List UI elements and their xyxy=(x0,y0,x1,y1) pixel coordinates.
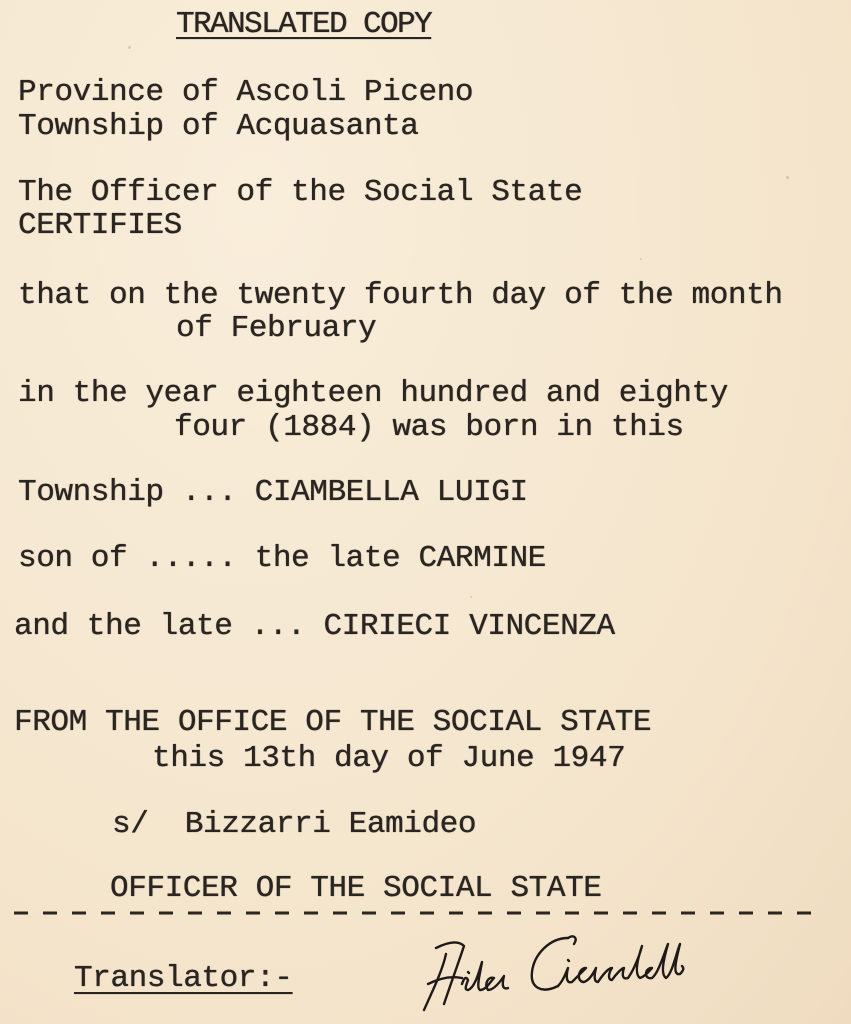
date-line-1: that on the twenty fourth day of the month xyxy=(18,278,783,313)
paper-speck xyxy=(640,258,642,260)
paper-speck xyxy=(786,176,789,179)
date-line-2: of February xyxy=(176,311,377,346)
paper-speck xyxy=(128,46,131,49)
certifies-line: CERTIFIES xyxy=(18,208,182,243)
issuing-office-line: FROM THE OFFICE OF THE SOCIAL STATE xyxy=(14,705,652,740)
province-line: Province of Ascoli Piceno xyxy=(18,75,474,110)
translator-label: Translator:- xyxy=(74,961,293,996)
officer-title-line: OFFICER OF THE SOCIAL STATE xyxy=(110,871,602,906)
year-line-1: in the year eighteen hundred and eighty xyxy=(18,376,728,411)
father-line: son of ..... the late CARMINE xyxy=(18,541,546,576)
dashed-divider xyxy=(12,906,820,920)
officer-line: The Officer of the Social State xyxy=(18,175,583,210)
signed-line: s/ Bizzarri Eamideo xyxy=(112,807,477,842)
township-line: Township of Acquasanta xyxy=(18,109,419,144)
paper-speck xyxy=(470,596,472,598)
mother-line: and the late ... CIRIECI VINCENZA xyxy=(14,609,615,644)
child-name-line: Township ... CIAMBELLA LUIGI xyxy=(18,475,528,510)
year-line-2: four (1884) was born in this xyxy=(174,410,684,445)
issue-date-line: this 13th day of June 1947 xyxy=(152,741,626,776)
document-title: TRANSLATED COPY xyxy=(176,7,432,42)
translator-signature xyxy=(418,924,686,1016)
